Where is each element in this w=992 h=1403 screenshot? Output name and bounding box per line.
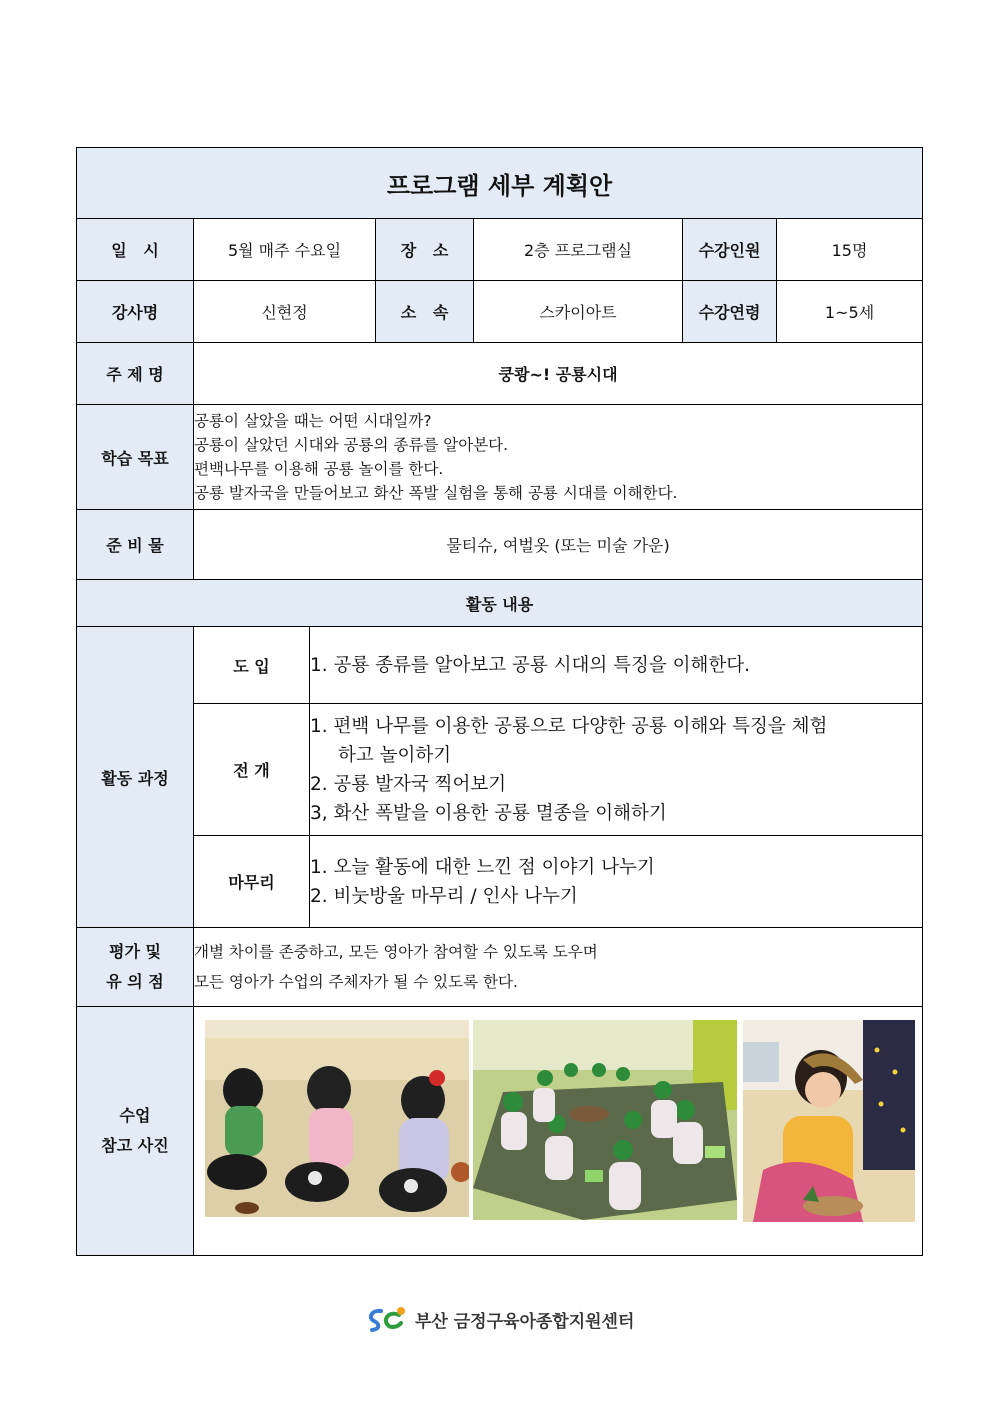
class-photo-2	[473, 1020, 737, 1220]
activity-line: 하고 놀이하기	[338, 744, 452, 766]
goal-item: 공룡이 살았을 때는 어떤 시대일까?	[194, 412, 432, 430]
page-title: 프로그램 세부 계획안	[77, 148, 923, 219]
goal-item: 편백나무를 이용해 공룡 놀이를 한다.	[194, 460, 444, 478]
evaluation-line: 모든 영아가 수업의 주체자가 될 수 있도록 한다.	[194, 973, 518, 991]
instructor-label: 강사명	[77, 281, 194, 343]
program-plan-table	[76, 147, 923, 1256]
goals-label: 학습 목표	[77, 405, 194, 510]
topic-label: 주 제 명	[77, 343, 194, 405]
photos-cell	[194, 1007, 923, 1256]
stage-intro-label: 도 입	[194, 627, 310, 704]
affiliation-label: 소 속	[376, 281, 474, 343]
stage-closing-label: 마무리	[194, 836, 310, 928]
age-label: 수강연령	[683, 281, 777, 343]
stage-development-content	[310, 704, 923, 836]
process-label: 활동 과정	[77, 627, 194, 928]
count-label: 수강인원	[683, 219, 777, 281]
count-value: 15명	[777, 219, 923, 281]
stage-development-label: 전 개	[194, 704, 310, 836]
activity-line: 1. 오늘 활동에 대한 느낀 점 이야기 나누기	[310, 856, 655, 878]
evaluation-label-line: 평가 및	[109, 942, 161, 961]
class-photo-1	[205, 1020, 469, 1217]
place-value: 2층 프로그램실	[474, 219, 683, 281]
activity-header: 활동 내용	[77, 580, 923, 627]
goals-list	[194, 405, 923, 510]
photos-label	[77, 1007, 194, 1256]
age-value: 1~5세	[777, 281, 923, 343]
evaluation-line: 개별 차이를 존중하고, 모든 영아가 참여할 수 있도록 도우며	[194, 943, 598, 961]
organization-logo-icon	[365, 1304, 409, 1334]
evaluation-label-line: 유 의 점	[106, 972, 164, 991]
date-value: 5월 매주 수요일	[194, 219, 376, 281]
class-photo-3	[743, 1020, 915, 1222]
activity-line: 3, 화산 폭발을 이용한 공룡 멸종을 이해하기	[310, 802, 667, 824]
activity-line: 2. 비눗방울 마무리 / 인사 나누기	[310, 885, 578, 907]
instructor-value: 신현정	[194, 281, 376, 343]
activity-line: 1. 공룡 종류를 알아보고 공룡 시대의 특징을 이해한다.	[310, 654, 750, 676]
date-label: 일 시	[77, 219, 194, 281]
photos-label-line: 참고 사진	[101, 1136, 169, 1155]
activity-line: 2. 공룡 발자국 찍어보기	[310, 773, 507, 795]
goal-item: 공룡이 살았던 시대와 공룡의 종류를 알아본다.	[194, 436, 509, 454]
evaluation-label	[77, 928, 194, 1007]
evaluation-content	[194, 928, 923, 1007]
topic-value: 쿵쾅~! 공룡시대	[194, 343, 923, 405]
goal-item: 공룡 발자국을 만들어보고 화산 폭발 실험을 통해 공룡 시대를 이해한다.	[194, 484, 678, 502]
materials-value: 물티슈, 여벌옷 (또는 미술 가운)	[194, 510, 923, 580]
place-label: 장 소	[376, 219, 474, 281]
affiliation-value: 스카이아트	[474, 281, 683, 343]
organization-name: 부산 금정구육아종합지원센터	[415, 1311, 635, 1332]
photos-label-line: 수업	[119, 1106, 151, 1125]
footer	[365, 1302, 634, 1336]
materials-label: 준 비 물	[77, 510, 194, 580]
activity-line: 1. 편백 나무를 이용한 공룡으로 다양한 공룡 이해와 특징을 체험	[310, 715, 828, 737]
stage-closing-content	[310, 836, 923, 928]
stage-intro-content	[310, 627, 923, 704]
